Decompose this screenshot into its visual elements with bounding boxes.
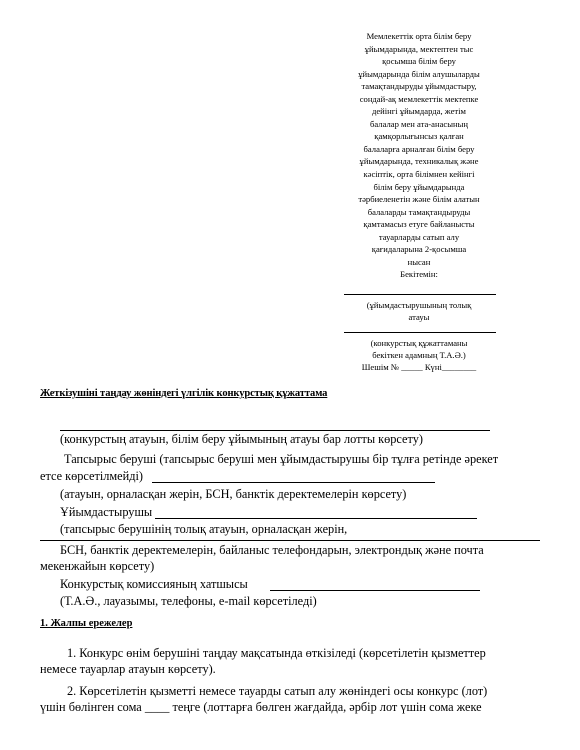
doc-caption-1: (конкурстық құжаттаманы — [370, 337, 468, 348]
appendix-line: тамақтандыруды ұйымдастыру, — [361, 81, 477, 92]
clause-1-line-1: 1. Конкурс өнім берушіні таңдау мақсатында өткізіледі (көрсетілетін қызметтер — [67, 646, 486, 660]
appendix-line: ұйымдарында, мектептен тыс — [364, 43, 474, 54]
organizer-caption-b: БСН, банктік деректемелерін, байланыс телефондарын, электрондық және почта — [60, 543, 484, 557]
appendix-line: сондай-ақ мемлекеттік мектепке — [359, 93, 479, 104]
appendix-line: балаларға арналған білім беру — [363, 143, 475, 154]
contest-name-caption: (конкурстың атауын, білім беру ұйымының атауы бар лотты көрсету) — [60, 432, 423, 446]
organizer-label: Ұйымдастырушы — [60, 505, 153, 519]
appendix-line: ұйымдарында білім алушыларды — [358, 68, 480, 79]
appendix-line: қамқорлығынсыз қалған — [374, 131, 464, 142]
approver-signature-line — [344, 332, 496, 333]
organizer-extra-line — [40, 540, 540, 541]
customer-line: Тапсырыс беруші (тапсырыс беруші мен ұйымдастырушы бір тұлға ретінде әрекет — [64, 452, 499, 466]
appendix-line: тауарларды сатып алу — [378, 231, 460, 242]
appendix-line: дейінгі ұйымдарда, жетім — [371, 106, 466, 117]
customer-caption: (атауын, орналасқан жерін, БСН, банктік деректемелерін көрсету) — [60, 487, 407, 501]
section-1-heading: 1. Жалпы ережелер — [40, 618, 133, 629]
appendix-line: қосымша білім беру — [382, 56, 456, 67]
secretary-fill-line — [270, 590, 480, 591]
appendix-line: балаларды тамақтандыруды — [367, 206, 471, 217]
appendix-line: кәсіптік, орта білімнен кейінгі — [363, 169, 475, 180]
clause-2-line-2: үшін бөлінген сома ____ теңге (лоттарға бөлген жағдайда, әрбір лот үшін сома жеке — [40, 700, 482, 714]
appendix-line: балалар мен ата-анасының — [370, 118, 468, 129]
clause-1-line-2: немесе тауарлар атауын көрсету). — [40, 662, 216, 676]
organizer-caption-c: мекенжайын көрсету) — [40, 559, 155, 573]
organizer-signature-line — [344, 294, 496, 295]
appendix-block — [334, 30, 504, 373]
decision-line: Шешім № _____ Күні________ — [361, 361, 477, 372]
organizer-caption-2: атауы — [408, 311, 430, 322]
doc-caption-2: бекіткен адамның Т.А.Ә.) — [372, 349, 466, 360]
appendix-line: нысан — [407, 256, 431, 267]
secretary-caption: (Т.А.Ә., лауазымы, телефоны, e-mail көрсетіледі) — [60, 594, 317, 608]
appendix-line: қамтамасыз етуге байланысты — [363, 219, 475, 230]
appendix-line: тәрбиеленетін және білім алатын — [358, 194, 480, 205]
appendix-line: қағидаларына 2-қосымша — [371, 244, 467, 255]
customer-line-cont: етсе көрсетілмейді) — [40, 469, 143, 483]
document-title: Жеткізушіні таңдау жөніндегі үлгілік конкурстық құжаттама — [40, 388, 328, 399]
secretary-label: Конкурстық комиссияның хатшысы — [60, 577, 248, 591]
appendix-line: ұйымдарында, техникалық және — [359, 156, 479, 167]
appendix-line: Мемлекеттік орта білім беру — [366, 31, 472, 41]
organizer-caption-a: (тапсырыс берушінің толық атауын, орналасқан жерін, — [60, 522, 348, 536]
customer-fill-line — [152, 482, 435, 483]
appendix-line: білім беру ұйымдарында — [373, 181, 465, 192]
approve-label: Бекітемін: — [400, 269, 438, 280]
appendix-text — [334, 30, 504, 268]
organizer-fill-line — [155, 518, 477, 519]
clause-2-line-1: 2. Көрсетілетін қызметті немесе тауарды сатып алу жөніндегі осы конкурс (лот) — [67, 684, 488, 698]
organizer-caption-1: (ұйымдастырушының толық — [366, 299, 472, 310]
contest-name-line — [60, 430, 490, 431]
